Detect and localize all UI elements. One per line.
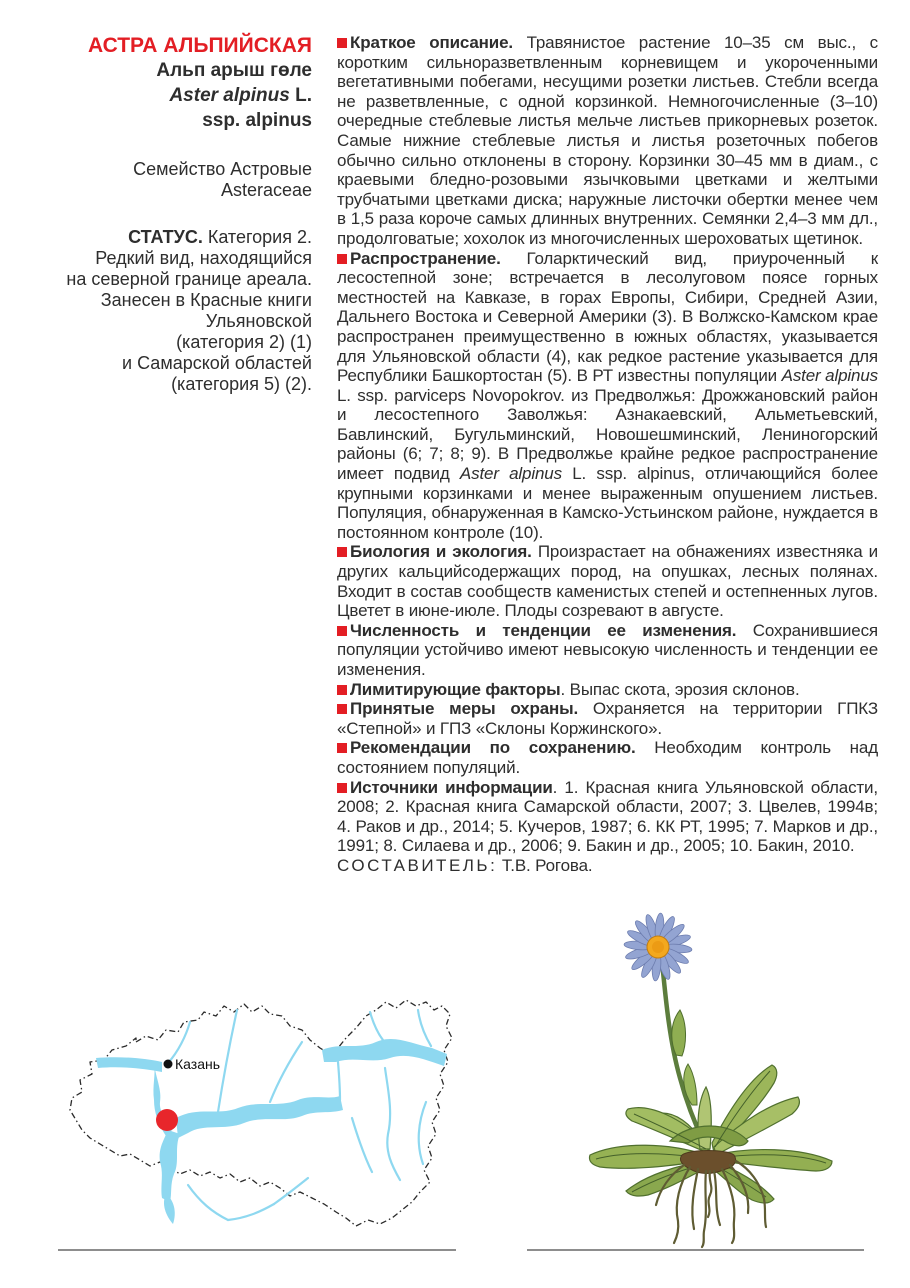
section-protection-measures: [337, 699, 878, 738]
section-body: Произрастает на обнажениях известняка и других кальцийсодержащих пород, на опушках, лесных полянах. Входит в состав сообществ каменистых степей и остепненных лугов. Цветет в июне-июле. Плоды созревают в августе.: [337, 542, 878, 621]
section-body: Необходим контроль над состоянием популяций.: [337, 738, 878, 777]
kuibyshev-reservoir: [176, 1096, 343, 1138]
section-title: Численность и тенденции ее изменения.: [350, 620, 737, 640]
species-article-column: [337, 33, 878, 876]
species-name-latin: Aster alpinus L.: [169, 85, 312, 106]
river-volga-west: [96, 1057, 162, 1072]
footer-rule-left: [58, 1249, 456, 1251]
composer-label: СОСТАВИТЕЛЬ:: [337, 855, 498, 875]
status-line: на северной границе ареала.: [66, 269, 312, 289]
population-marker: [156, 1109, 178, 1131]
family-russian: Семейство Астровые: [133, 159, 312, 179]
section-title: Биология и экология.: [350, 542, 532, 562]
status-line: Занесен в Красные книги: [100, 290, 312, 310]
section-body: . 1. Красная книга Ульяновской области, 2008; 2. Красная книга Самарской области, 2007; 3. Цвелев, 1994в; 4. Раков и др., 2014; 5. Кучеров, 1987; 6. КК РТ, 1995; 7. Марков и др., 1991; 8. Силаева и др., 2006; 9. Бакин и др., 2005; 10. Бакин, 2010.: [337, 777, 878, 856]
kazan-city-label: Казань: [175, 1056, 221, 1072]
status-line: Редкий вид, находящийся: [95, 248, 312, 268]
red-square-bullet-icon: [337, 685, 347, 695]
species-title-tatar: Альп арыш гөле: [156, 60, 312, 81]
section-title: Источники информации: [350, 777, 553, 797]
section-biology-ecology: [337, 542, 878, 620]
section-title: Распространение.: [350, 248, 501, 268]
species-header-column: [40, 33, 312, 395]
section-title: Лимитирующие факторы: [350, 679, 561, 699]
status-line: (категория 2) (1): [176, 332, 312, 352]
section-recommendations: [337, 738, 878, 777]
species-name-subspecies: ssp. alpinus: [202, 110, 312, 131]
red-square-bullet-icon: [337, 743, 347, 753]
red-square-bullet-icon: [337, 254, 347, 264]
plant-svg: [550, 903, 872, 1251]
species-title-russian: АСТРА АЛЬПИЙСКАЯ: [87, 34, 312, 57]
stem-leaf: [672, 1010, 686, 1056]
section-body: Охраняется на территории ГПКЗ «Степной» и ГПЗ «Склоны Коржинского».: [337, 699, 878, 738]
red-square-bullet-icon: [337, 547, 347, 557]
status-block: [40, 227, 312, 395]
status-line: (категория 5) (2).: [171, 374, 312, 394]
composer-line: [337, 856, 878, 876]
family-block: [40, 159, 312, 201]
range-map-tatarstan: [40, 950, 460, 1250]
status-line: СТАТУС. Категория 2.: [128, 227, 312, 247]
reservoir-southwest-arm: [160, 1130, 180, 1202]
section-body: Травянистое растение 10–35 см выс., с коротким сильноразветвленным корневищем и укороченными вегетативными побегами, несущими розетки листьев. Стебли всегда не разветвленные, с одной корзинкой. Немногочисленные (3–10) очередные стеблевые листья мельче листьев прикорневых розеток. Самые нижние стеблевые листья и листья розеточных побегов обычно сильно отклонены в сторону. Корзинки 30–45 мм в диам., с краевыми бледно-розовыми язычковыми цветками и желтыми трубчатыми цветками диска; наружные листочки обертки менее чем в 1,5 раза короче самых длинных внутренних. Семянки 2,4–3 мм дл., продолговатые; хохолок из многочисленных шероховатых щетинок.: [337, 33, 878, 248]
section-distribution: [337, 249, 878, 543]
section-title: Рекомендации по сохранению.: [350, 738, 636, 758]
section-title: Краткое описание.: [350, 33, 513, 52]
section-population-trends: [337, 621, 878, 680]
footer-rule-right: [527, 1249, 864, 1251]
family-latin: Asteraceae: [220, 180, 312, 200]
section-limiting-factors: [337, 680, 878, 700]
roots: [656, 1161, 766, 1247]
section-sources: [337, 778, 878, 856]
section-body: Сохранившиеся популяции устойчиво имеют невысокую численность и тенденции ее изменения.: [337, 620, 878, 679]
composer-name: Т.В. Рогова.: [497, 855, 593, 875]
section-brief-description: [337, 33, 878, 249]
small-lake: [164, 1194, 175, 1224]
section-title: Принятые меры охраны.: [350, 699, 579, 719]
red-square-bullet-icon: [337, 783, 347, 793]
red-square-bullet-icon: [337, 704, 347, 714]
section-body: . Выпас скота, эрозия склонов.: [560, 679, 800, 699]
red-square-bullet-icon: [337, 38, 347, 48]
section-body: Голарктический вид, приуроченный к лесостепной зоне; встречается в лесолуговом поясе горных местностей на Кавказе, в горах Европы, Сибири, Средней Азии, Дальнего Востока и Северной Америки (3). В Волжско-Камском крае распространен преимущественно в южных областях, указывается для Ульяновской области (4), как редкое растение указывается для Республики Башкортостан (5). В РТ известны популяции Aster alpinus L. ssp. parviceps Novopokrov. из Предволжья: Дрожжановский район и лесостепного Заволжья: Азнакаевский, Альметьевский, Бавлинский, Бугульминский, Новошешминский, Лениногорский районы (6; 7; 8; 9). В Предволжье крайне редкое распространение имеет подвид Aster alpinus L. ssp. alpinus, отличающийся более крупными корзинками и менее выраженным опушением листьев. Популяция, обнаруженная в Камско-Устьинском районе, нуждается в постоянном контроле (10).: [337, 248, 879, 542]
flower-head: [615, 904, 701, 990]
kazan-city-dot: [164, 1060, 173, 1069]
status-line: Ульяновской: [205, 311, 312, 331]
map-svg: [40, 950, 460, 1250]
red-square-bullet-icon: [337, 626, 347, 636]
status-line: и Самарской областей: [122, 353, 312, 373]
plant-illustration-aster-alpinus: [550, 903, 872, 1251]
